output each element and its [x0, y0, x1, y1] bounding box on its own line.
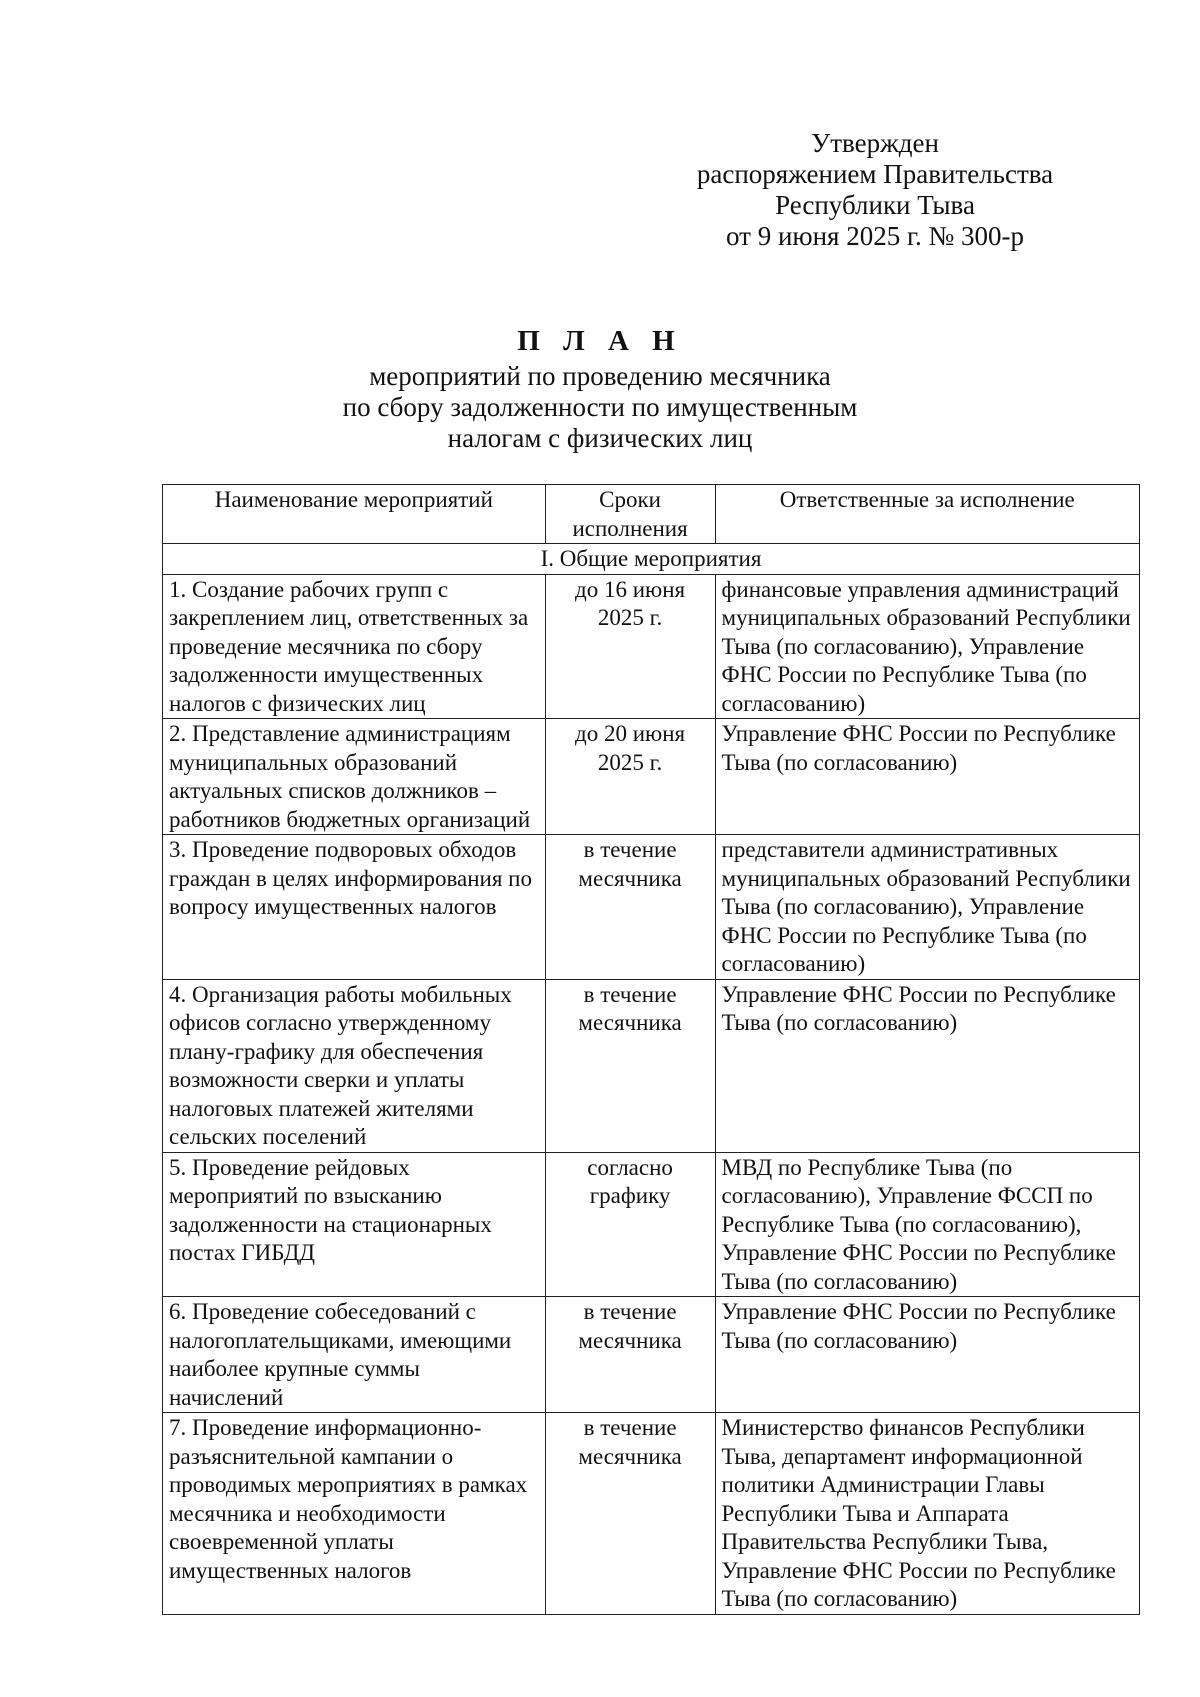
row-responsible: представители административных муниципальных образований Республики Тыва (по согласованию), Управление ФНС России по Республике Тыва (по согласованию) [715, 835, 1139, 980]
approval-line-3: Республики Тыва [775, 190, 975, 220]
row-deadline: в течение месячника [545, 1297, 715, 1413]
row-responsible: Управление ФНС России по Республике Тыва (по согласованию) [715, 979, 1139, 1152]
row-name: 3. Проведение подворовых обходов граждан в целях информирования по вопросу имущественных налогов [163, 835, 546, 980]
section-title: I. Общие мероприятия [163, 544, 1140, 575]
row-deadline: согласно графику [545, 1152, 715, 1297]
plan-subtitle-2: по сбору задолженности по имущественным [342, 392, 858, 422]
row-deadline: в течение месячника [545, 1413, 715, 1615]
plan-heading: П Л А Н [517, 325, 683, 357]
row-responsible: МВД по Республике Тыва (по согласованию), Управление ФССП по Республике Тыва (по согласованию), Управление ФНС России по Республике Тыва (по согласованию) [715, 1152, 1139, 1297]
row-name: 5. Проведение рейдовых мероприятий по взысканию задолженности на стационарных постах ГИБДД [163, 1152, 546, 1297]
table-row [163, 979, 1140, 1152]
row-deadline: в течение месячника [545, 979, 715, 1152]
row-name: 7. Проведение информационно-разъяснительной кампании о проводимых мероприятиях в рамках месячника и необходимости своевременной уплаты имущественных налогов [163, 1413, 546, 1615]
approval-line-4: от 9 июня 2025 г. № 300-р [726, 221, 1024, 251]
table-header-row [163, 485, 1140, 544]
table-row [163, 1413, 1140, 1615]
plan-subtitle-1: мероприятий по проведению месячника [369, 361, 831, 391]
plan-table [162, 484, 1140, 1615]
header-responsible: Ответственные за исполнение [715, 485, 1139, 544]
row-name: 1. Создание рабочих групп с закреплением лиц, ответственных за проведение месячника по сбору задолженности имущественных налогов с физических лиц [163, 574, 546, 719]
row-responsible: Управление ФНС России по Республике Тыва (по согласованию) [715, 1297, 1139, 1413]
table-row [163, 835, 1140, 980]
header-deadline: Сроки исполнения [545, 485, 715, 544]
document-title [250, 326, 950, 454]
row-deadline: до 20 июня 2025 г. [545, 719, 715, 835]
approval-line-1: Утвержден [811, 128, 939, 158]
row-name: 4. Организация работы мобильных офисов согласно утвержденному плану-графику для обеспечения возможности сверки и уплаты налоговых платежей жителями сельских поселений [163, 979, 546, 1152]
row-name: 6. Проведение собеседований с налогоплательщиками, имеющими наиболее крупные суммы начислений [163, 1297, 546, 1413]
row-responsible: финансовые управления администраций муниципальных образований Республики Тыва (по согласованию), Управление ФНС России по Республике Тыва (по согласованию) [715, 574, 1139, 719]
plan-subtitle-3: налогам с физических лиц [447, 423, 753, 453]
approval-stamp [690, 128, 1060, 252]
row-deadline: до 16 июня 2025 г. [545, 574, 715, 719]
section-row [163, 544, 1140, 575]
row-responsible: Министерство финансов Республики Тыва, департамент информационной политики Администрации Главы Республики Тыва и Аппарата Правительства Республики Тыва, Управление ФНС России по Республике Тыва (по согласованию) [715, 1413, 1139, 1615]
approval-line-2: распоряжением Правительства [696, 159, 1054, 189]
row-responsible: Управление ФНС России по Республике Тыва (по согласованию) [715, 719, 1139, 835]
table-row [163, 719, 1140, 835]
row-name: 2. Представление администрациям муниципальных образований актуальных списков должников – работников бюджетных организаций [163, 719, 546, 835]
table-row [163, 1152, 1140, 1297]
table-row [163, 574, 1140, 719]
table-row [163, 1297, 1140, 1413]
header-name: Наименование мероприятий [163, 485, 546, 544]
row-deadline: в течение месячника [545, 835, 715, 980]
